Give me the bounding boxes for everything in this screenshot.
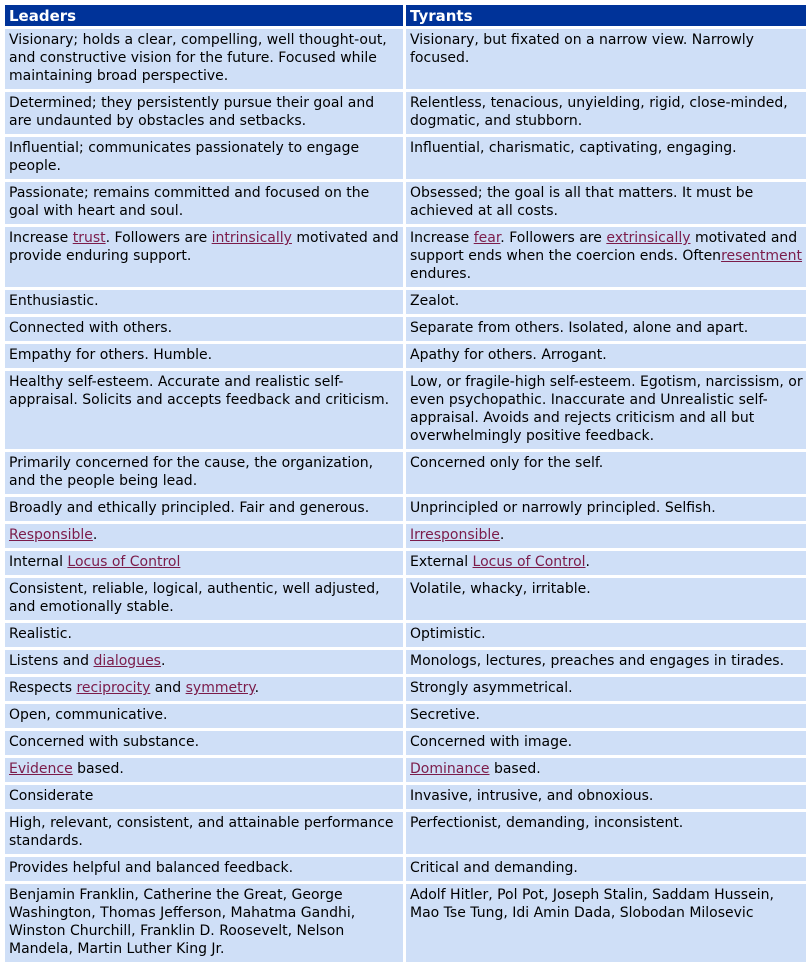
cell-text: Separate from others. Isolated, alone and apart.: [410, 320, 749, 336]
glossary-link[interactable]: resentment: [721, 248, 803, 264]
tyrant-cell: [406, 623, 806, 647]
leader-cell: [5, 137, 403, 179]
table-row: [5, 812, 806, 854]
glossary-link[interactable]: fear: [473, 230, 501, 246]
tyrant-cell: [406, 344, 806, 368]
glossary-link[interactable]: Locus of Control: [67, 554, 181, 570]
cell-text: Listens and: [9, 653, 94, 669]
cell-text: Relentless, tenacious, unyielding, rigid, close-minded, dogmatic, and stubborn.: [410, 95, 788, 129]
table-row: [5, 29, 806, 89]
cell-text: .: [160, 653, 166, 669]
header-leaders: Leaders: [5, 5, 403, 26]
leader-cell: [5, 317, 403, 341]
cell-text: based.: [72, 761, 124, 777]
cell-text: endures.: [410, 266, 472, 282]
table-row: [5, 650, 806, 674]
tyrant-cell: [406, 551, 806, 575]
tyrant-cell: [406, 758, 806, 782]
table-row: [5, 677, 806, 701]
leader-cell: [5, 785, 403, 809]
cell-text: Realistic.: [9, 626, 72, 642]
tyrant-cell: [406, 857, 806, 881]
cell-text: Influential; communicates passionately to engage people.: [9, 140, 360, 174]
table-row: [5, 884, 806, 962]
tyrant-cell: [406, 812, 806, 854]
table-row: [5, 551, 806, 575]
cell-text: . Followers are: [500, 230, 607, 246]
cell-text: motivated and provide enduring support.: [9, 230, 399, 264]
cell-text: Increase: [9, 230, 73, 246]
glossary-link[interactable]: Irresponsible: [410, 527, 500, 543]
leader-cell: [5, 290, 403, 314]
cell-text: and: [150, 680, 186, 696]
cell-text: Concerned only for the self.: [410, 455, 604, 471]
table-row: [5, 731, 806, 755]
cell-text: Passionate; remains committed and focused on the goal with heart and soul.: [9, 185, 370, 219]
tyrant-cell: [406, 92, 806, 134]
leader-cell: [5, 704, 403, 728]
cell-text: Open, communicative.: [9, 707, 168, 723]
glossary-link[interactable]: Responsible: [9, 527, 93, 543]
cell-text: Monologs, lectures, preaches and engages in tirades.: [410, 653, 785, 669]
cell-text: High, relevant, consistent, and attainable performance standards.: [9, 815, 394, 849]
leader-cell: [5, 677, 403, 701]
header-tyrants: Tyrants: [406, 5, 806, 26]
cell-text: Visionary, but fixated on a narrow view. Narrowly focused.: [410, 32, 754, 66]
tyrant-cell: [406, 182, 806, 224]
cell-text: Secretive.: [410, 707, 480, 723]
table-row: [5, 92, 806, 134]
table-row: [5, 452, 806, 494]
cell-text: Strongly asymmetrical.: [410, 680, 573, 696]
cell-text: . Followers are: [105, 230, 212, 246]
cell-text: External: [410, 554, 473, 570]
cell-text: Influential, charismatic, captivating, engaging.: [410, 140, 737, 156]
table-row: [5, 497, 806, 521]
cell-text: Internal: [9, 554, 68, 570]
leader-cell: [5, 371, 403, 449]
cell-text: Enthusiastic.: [9, 293, 99, 309]
leader-cell: [5, 731, 403, 755]
cell-text: .: [254, 680, 260, 696]
table-row: [5, 182, 806, 224]
glossary-link[interactable]: symmetry: [185, 680, 255, 696]
leader-cell: [5, 623, 403, 647]
leader-cell: [5, 29, 403, 89]
tyrant-cell: [406, 371, 806, 449]
tyrant-cell: [406, 137, 806, 179]
tyrant-cell: [406, 524, 806, 548]
tyrant-cell: [406, 677, 806, 701]
cell-text: Optimistic.: [410, 626, 486, 642]
tyrant-cell: [406, 452, 806, 494]
table-row: [5, 227, 806, 287]
glossary-link[interactable]: extrinsically: [606, 230, 691, 246]
cell-text: Perfectionist, demanding, inconsistent.: [410, 815, 684, 831]
leader-cell: [5, 524, 403, 548]
tyrant-cell: [406, 785, 806, 809]
leader-cell: [5, 227, 403, 287]
table-row: [5, 290, 806, 314]
cell-text: Concerned with substance.: [9, 734, 200, 750]
table-row: [5, 857, 806, 881]
leader-cell: [5, 812, 403, 854]
cell-text: Concerned with image.: [410, 734, 573, 750]
cell-text: Primarily concerned for the cause, the organization, and the people being lead.: [9, 455, 374, 489]
table-row: [5, 578, 806, 620]
leader-cell: [5, 497, 403, 521]
cell-text: Empathy for others. Humble.: [9, 347, 213, 363]
glossary-link[interactable]: Locus of Control: [472, 554, 586, 570]
cell-text: motivated and support ends when the coercion ends. Often: [410, 230, 798, 264]
table-row: [5, 524, 806, 548]
tyrant-cell: [406, 731, 806, 755]
leaders-vs-tyrants-table: [2, 2, 809, 965]
table-row: [5, 704, 806, 728]
cell-text: .: [499, 527, 505, 543]
tyrant-cell: [406, 497, 806, 521]
cell-text: Determined; they persistently pursue their goal and are undaunted by obstacles and setbacks.: [9, 95, 375, 129]
leader-cell: [5, 758, 403, 782]
header-row: [5, 5, 806, 26]
glossary-link[interactable]: Dominance: [410, 761, 490, 777]
cell-text: Respects: [9, 680, 77, 696]
leader-cell: [5, 92, 403, 134]
tyrant-cell: [406, 578, 806, 620]
leader-cell: [5, 551, 403, 575]
glossary-link[interactable]: Evidence: [9, 761, 73, 777]
tyrant-cell: [406, 290, 806, 314]
glossary-link[interactable]: dialogues: [93, 653, 161, 669]
cell-text: Apathy for others. Arrogant.: [410, 347, 607, 363]
tyrant-cell: [406, 227, 806, 287]
cell-text: Benjamin Franklin, Catherine the Great, George Washington, Thomas Jefferson, Mahatma Gandhi, Winston Churchill, Franklin D. Roosevelt, Nelson Mandela, Martin Luther King Jr.: [9, 887, 356, 957]
glossary-link[interactable]: trust: [72, 230, 106, 246]
cell-text: Connected with others.: [9, 320, 173, 336]
table-row: [5, 758, 806, 782]
cell-text: Consistent, reliable, logical, authentic, well adjusted, and emotionally stable.: [9, 581, 380, 615]
tyrant-cell: [406, 29, 806, 89]
leader-cell: [5, 578, 403, 620]
cell-text: Low, or fragile-high self-esteem. Egotism, narcissism, or even psychopathic. Inaccurate and Unrealistic self-appraisal. Avoids and rejects criticism and all but overwhelmingly positive feedback.: [410, 374, 803, 444]
cell-text: Provides helpful and balanced feedback.: [9, 860, 294, 876]
table-row: [5, 371, 806, 449]
cell-text: Invasive, intrusive, and obnoxious.: [410, 788, 654, 804]
cell-text: Volatile, whacky, irritable.: [410, 581, 591, 597]
cell-text: Increase: [410, 230, 474, 246]
table-row: [5, 785, 806, 809]
leader-cell: [5, 452, 403, 494]
tyrant-cell: [406, 704, 806, 728]
cell-text: .: [585, 554, 590, 570]
tyrant-cell: [406, 317, 806, 341]
glossary-link[interactable]: intrinsically: [211, 230, 292, 246]
leader-cell: [5, 857, 403, 881]
cell-text: Obsessed; the goal is all that matters. It must be achieved at all costs.: [410, 185, 754, 219]
tyrant-cell: [406, 650, 806, 674]
table-row: [5, 623, 806, 647]
tyrant-cell: [406, 884, 806, 962]
glossary-link[interactable]: reciprocity: [76, 680, 151, 696]
cell-text: Zealot.: [410, 293, 460, 309]
table-row: [5, 137, 806, 179]
cell-text: Broadly and ethically principled. Fair and generous.: [9, 500, 370, 516]
cell-text: .: [92, 527, 98, 543]
cell-text: based.: [489, 761, 541, 777]
cell-text: Considerate: [9, 788, 94, 804]
cell-text: Unprincipled or narrowly principled. Selfish.: [410, 500, 716, 516]
table-row: [5, 317, 806, 341]
leader-cell: [5, 650, 403, 674]
cell-text: Critical and demanding.: [410, 860, 578, 876]
table-row: [5, 344, 806, 368]
leader-cell: [5, 344, 403, 368]
cell-text: Adolf Hitler, Pol Pot, Joseph Stalin, Saddam Hussein, Mao Tse Tung, Idi Amin Dada, Slobodan Milosevic: [410, 887, 774, 921]
leader-cell: [5, 884, 403, 962]
cell-text: Visionary; holds a clear, compelling, well thought-out, and constructive vision for the future. Focused while maintaining broad perspective.: [9, 32, 387, 84]
cell-text: Healthy self-esteem. Accurate and realistic self-appraisal. Solicits and accepts feedback and criticism.: [9, 374, 390, 408]
leader-cell: [5, 182, 403, 224]
